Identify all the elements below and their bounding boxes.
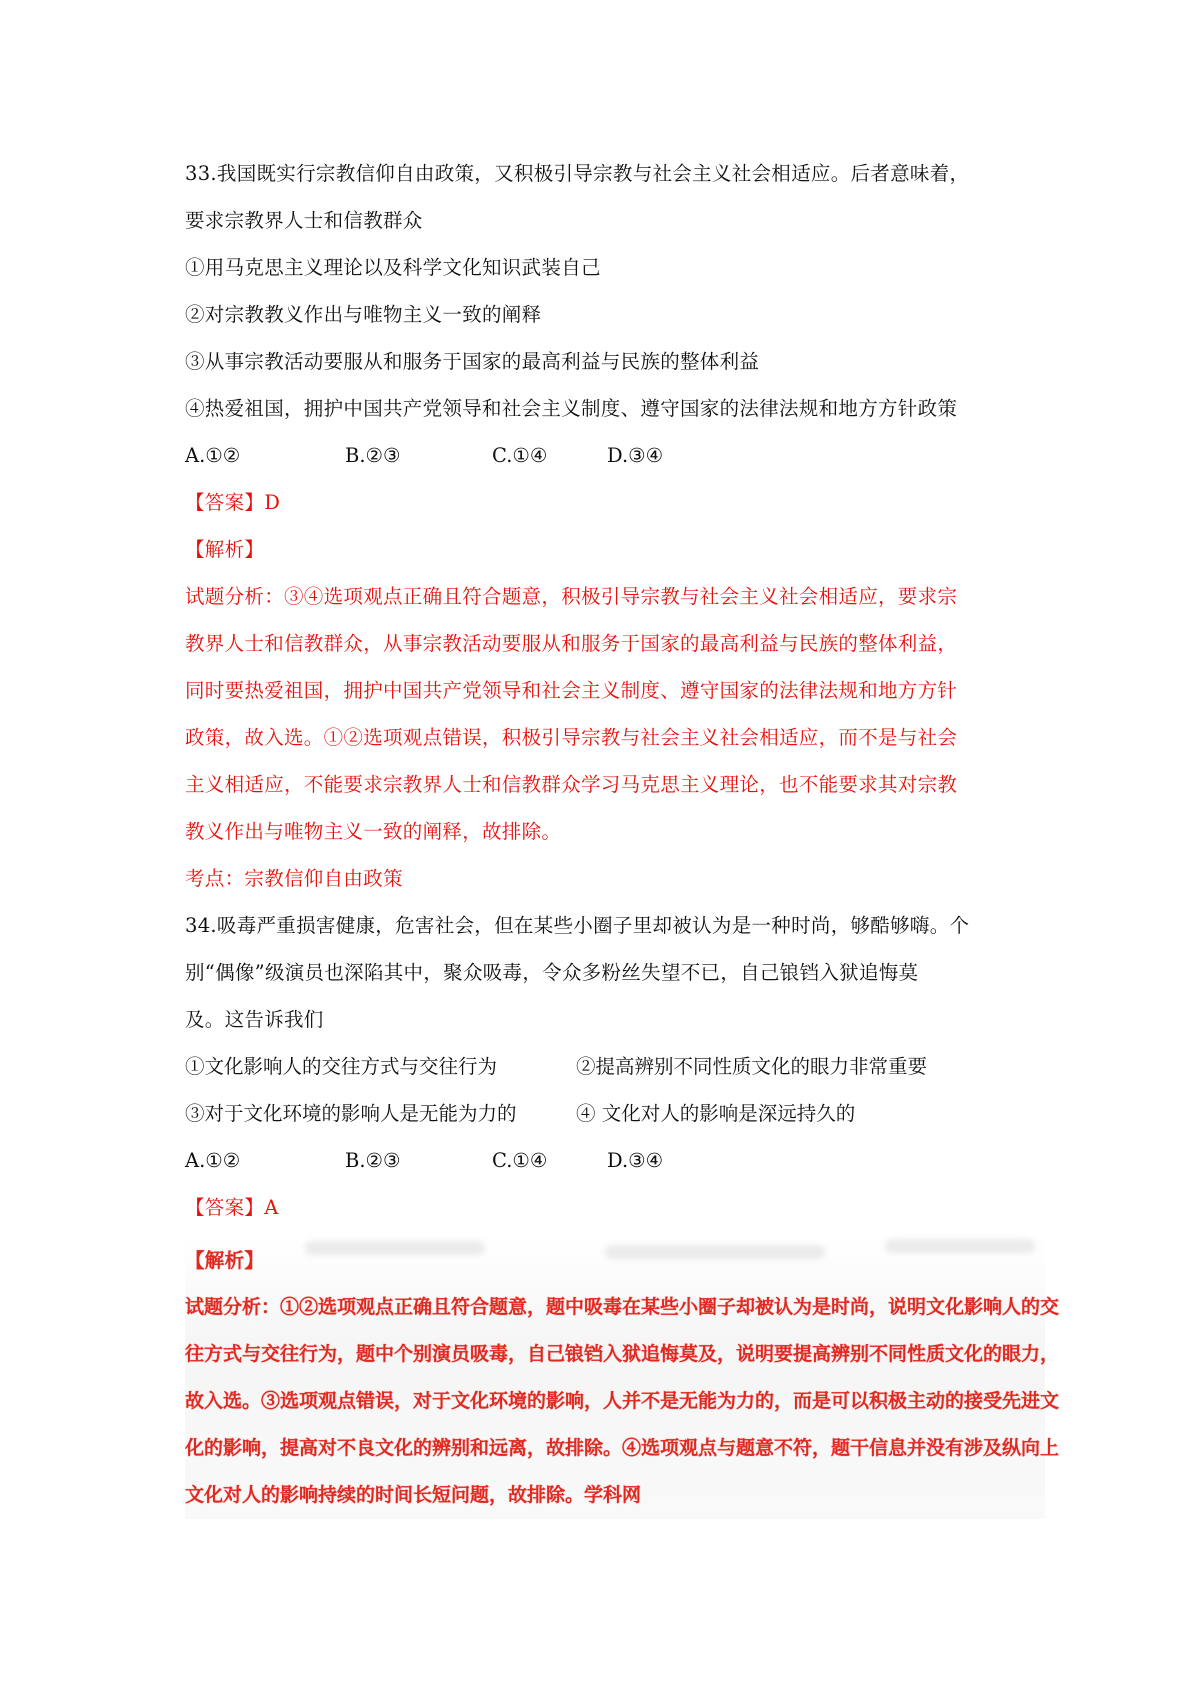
q34-options-row1	[185, 1043, 1045, 1090]
q34-stem-line1: 34.吸毒严重损害健康，危害社会，但在某些小圈子里却被认为是一种时尚，够酷够嗨。个	[185, 914, 970, 937]
q34-analysis-line5: 文化对人的影响持续的时间长短问题，故排除。学科网	[185, 1484, 642, 1506]
q34-choices	[185, 1137, 1045, 1184]
q33-topic: 考点：宗教信仰自由政策	[185, 867, 403, 890]
q34-analysis-line1: 试题分析：①②选项观点正确且符合题意，题中吸毒在某些小圈子却被认为是时尚，说明文化影响人的交	[185, 1296, 1060, 1318]
q33-option-1: ①用马克思主义理论以及科学文化知识武装自己	[185, 256, 601, 279]
q34-stem-line3: 及。这告诉我们	[185, 1008, 324, 1031]
q34-stem-line2: 别“偶像”级演员也深陷其中，聚众吸毒，令众多粉丝失望不已，自己锒铛入狱追悔莫	[185, 961, 919, 984]
q33-analysis-line2: 教界人士和信教群众，从事宗教活动要服从和服务于国家的最高利益与民族的整体利益，	[185, 632, 958, 655]
q34-analysis-scanned-block	[185, 1235, 1060, 1519]
q34-options-row2	[185, 1090, 1045, 1137]
q34-analysis-label: 【解析】	[185, 1249, 265, 1272]
q33-stem-line1: 33.我国既实行宗教信仰自由政策，又积极引导宗教与社会主义社会相适应。后者意味着，	[185, 162, 970, 185]
q34-analysis-line3: 故入选。③选项观点错误，对于文化环境的影响，人并不是无能为力的，而是可以积极主动的接受先进文	[185, 1390, 1060, 1412]
q34-option-2: ②提高辨别不同性质文化的眼力非常重要	[576, 1055, 928, 1078]
q33-analysis-line3: 同时要热爱祖国，拥护中国共产党领导和社会主义制度、遵守国家的法律法规和地方方针	[185, 679, 958, 702]
q34-option-3: ③对于文化环境的影响人是无能为力的	[185, 1102, 517, 1125]
q33-option-4: ④热爱祖国，拥护中国共产党领导和社会主义制度、遵守国家的法律法规和地方方针政策	[185, 397, 958, 420]
q34-choice-c: C.①④	[492, 1149, 548, 1172]
q34-option-1: ①文化影响人的交往方式与交往行为	[185, 1055, 498, 1078]
q33-choice-a: A.①②	[185, 444, 241, 467]
q33-answer: 【答案】D	[185, 491, 281, 514]
q33-choice-b: B.②③	[345, 444, 401, 467]
q34-choice-b: B.②③	[345, 1149, 401, 1172]
q33-choice-d: D.③④	[607, 444, 664, 467]
q33-choices	[185, 432, 1045, 479]
question-33	[185, 150, 1045, 902]
q33-analysis-line5: 主义相适应，不能要求宗教界人士和信教群众学习马克思主义理论，也不能要求其对宗教	[185, 773, 958, 796]
q33-analysis-line4: 政策，故入选。①②选项观点错误，积极引导宗教与社会主义社会相适应，而不是与社会	[185, 726, 958, 749]
q34-choice-a: A.①②	[185, 1149, 241, 1172]
q34-analysis-line2: 往方式与交往行为，题中个别演员吸毒，自己锒铛入狱追悔莫及，说明要提高辨别不同性质文化的眼力，	[185, 1343, 1060, 1365]
q33-option-3: ③从事宗教活动要服从和服务于国家的最高利益与民族的整体利益	[185, 350, 760, 373]
q33-stem-line2: 要求宗教界人士和信教群众	[185, 209, 423, 232]
q33-analysis-line6: 教义作出与唯物主义一致的阐释，故排除。	[185, 820, 562, 843]
q33-analysis-line1: 试题分析：③④选项观点正确且符合题意，积极引导宗教与社会主义社会相适应，要求宗	[185, 585, 958, 608]
scan-smudge	[605, 1245, 825, 1259]
question-34	[185, 902, 1060, 1519]
q34-answer: 【答案】A	[185, 1196, 279, 1219]
scan-smudge	[305, 1241, 485, 1255]
q33-option-2: ②对宗教教义作出与唯物主义一致的阐释	[185, 303, 542, 326]
q33-analysis-label: 【解析】	[185, 538, 265, 561]
q33-choice-c: C.①④	[492, 444, 548, 467]
scan-smudge	[885, 1239, 1035, 1253]
q34-option-4: ④ 文化对人的影响是深远持久的	[576, 1102, 856, 1125]
q34-choice-d: D.③④	[607, 1149, 664, 1172]
q34-analysis-line4: 化的影响，提高对不良文化的辨别和远离，故排除。④选项观点与题意不符，题干信息并没有涉及纵向上	[185, 1437, 1060, 1459]
document-page	[185, 150, 1060, 1519]
